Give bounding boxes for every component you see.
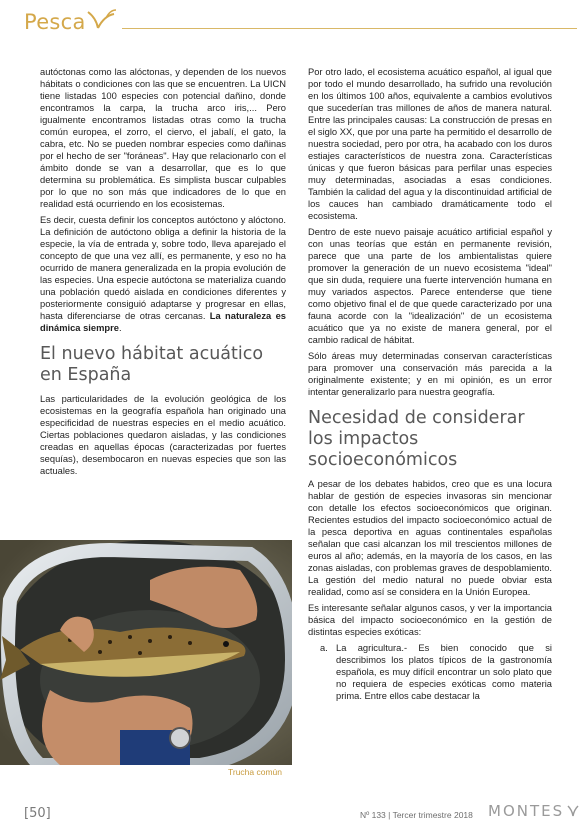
right-column <box>308 66 552 706</box>
header-rule <box>122 28 577 29</box>
left-paragraph-3: Las particularidades de la evolución geológica de los ecosistemas en la geografía española han originado una especificidad de nuestras especies en el medio acuático. Ciertas poblaciones quedaron aisladas, y las condiciones creadas en aquellas épocas (caracterizadas por fuertes sequías), desembocaron en nuevas especies que son las actuales. <box>40 394 286 476</box>
section-heading-socioeconomic: Necesidad de considerar los impactos socioeconómicos <box>308 408 525 470</box>
antler-mark-icon <box>566 804 580 818</box>
left-column <box>40 66 286 481</box>
trout-photo-illustration <box>0 540 292 765</box>
list-item-a-marker: a. <box>320 643 328 653</box>
right-paragraph-4: A pesar de los debates habidos, creo que es una locura hablar de gestión de especies invasoras sin mencionar con detalle los efectos socioeconómicos que originan. Recientes estudios del impacto socioeconómico actual de la pesca deportiva en aguas continentales españolas señalan que casi alcanzan los mil trescientos millones de euros al año; además, en la mayoría de los casos, en las zonas aisladas, con problemas graves de despoblamiento. La gestión del medio natural no puede obviar esta realidad, como así se considera en la Unión Europea. <box>308 479 552 597</box>
list-item-a <box>308 642 552 702</box>
page-number: [50] <box>24 806 51 821</box>
right-paragraph-3: Sólo áreas muy determinadas conservan características para promover una conservación más parecida a la originalmente existente; y en mi opinión, es un error intentar generalizarlo para nuestra geografía. <box>308 351 552 397</box>
left-paragraph-2-bold: La naturaleza es dinámica siempre <box>40 311 286 333</box>
left-paragraph-2-end: . <box>118 323 122 333</box>
antler-logo-icon <box>84 8 118 32</box>
photo-caption: Trucha común <box>228 767 283 777</box>
section-heading-habitat: El nuevo hábitat acuático en España <box>40 344 264 385</box>
left-paragraph-2 <box>40 214 286 334</box>
right-paragraph-1: Por otro lado, el ecosistema acuático español, al igual que por todo el mundo desarrollado, ha sufrido una revolución en los últimos 100 años, equivalente a cambios evolutivos que sucederían tras millones de años de manera natural. Entre las principales causas: La construcción de presas en el siglo XX, que por una parte ha permitido el desarrollo de nuestra sociedad, pero por otra, ha acabado con los duros estiajes característicos de nuestra zona. Características únicas y que fueron básicas para perfilar unas especies muy determinadas, asociadas a esas condiciones. También la calidad del agua y la discontinuidad artificial de los cauces han cambiado dramáticamente todo el ecosistema. <box>308 67 552 221</box>
issue-info: Nº 133 | Tercer trimestre 2018 <box>360 810 473 820</box>
brand-logo: MONTES <box>488 802 565 820</box>
right-paragraph-2: Dentro de este nuevo paisaje acuático artificial español y con unas teorías que están en permanente revisión, parece que una parte de los ambientalistas quiere promover la generación de un nuevo ecosistema "ideal" que sin duda, requiere una fuerte intervención humana en muy variados aspectos. Parece entenderse que tiene como objetivo final el de que quede caracterizado por una fauna acorde con la "idealización" de un ecosistema acuático que ya no existe de manera general, por el cambio radical de hábitat. <box>308 227 552 345</box>
list-item-a-text: La agricultura.- Es bien conocido que si describimos los platos típicos de la gastronomía española, es muy difícil encontrar un solo plato que no requiera de especies exóticas como materia prima. Entre ellos cabe destacar la <box>336 643 552 701</box>
left-paragraph-2-text: Es decir, cuesta definir los conceptos autóctono y alóctono. La definición de autóctono obliga a definir la historia de la especie, la vía de entrada y, sobre todo, lleva aparejado el concepto de que una vez allí, es permanente, y eso no ha ocurrido de manera generalizada en la propia evolución de las especies. Una especie autóctona se materializa cuando una población quedó aislada en condiciones diferentes y posteriormente consiguió adaptarse y progresar en ellas, hasta diferenciarse de otras cercanas. <box>40 215 286 321</box>
right-paragraph-5: Es interesante señalar algunos casos, y ver la importancia básica del impacto socioeconómico en la gestión de distintas especies exóticas: <box>308 603 552 637</box>
section-title: Pesca <box>24 10 86 34</box>
left-paragraph-1: autóctonas como las alóctonas, y dependen de los nuevos hábitats o condiciones con las que se encuentren. La UICN tiene listadas 100 especies con potencial dañino, donde encontramos la carpa, la trucha arco iris,... Pero igualmente encontramos listadas otras como la trucha común europea, el zorro, el ciervo, el jabalí, el gato, la cabra, etc. No se pueden nombrar especies como dañinas por el hecho de ser "foráneas". Hay que relacionarlo con el ámbito donde se van a desarrollar, que es lo que determina su problemática. Es simplista buscar culpables por lo que no son más que indicadores de lo que en realidad está ocurriendo en los ecosistemas. <box>40 67 286 209</box>
trout-photo <box>0 540 292 765</box>
